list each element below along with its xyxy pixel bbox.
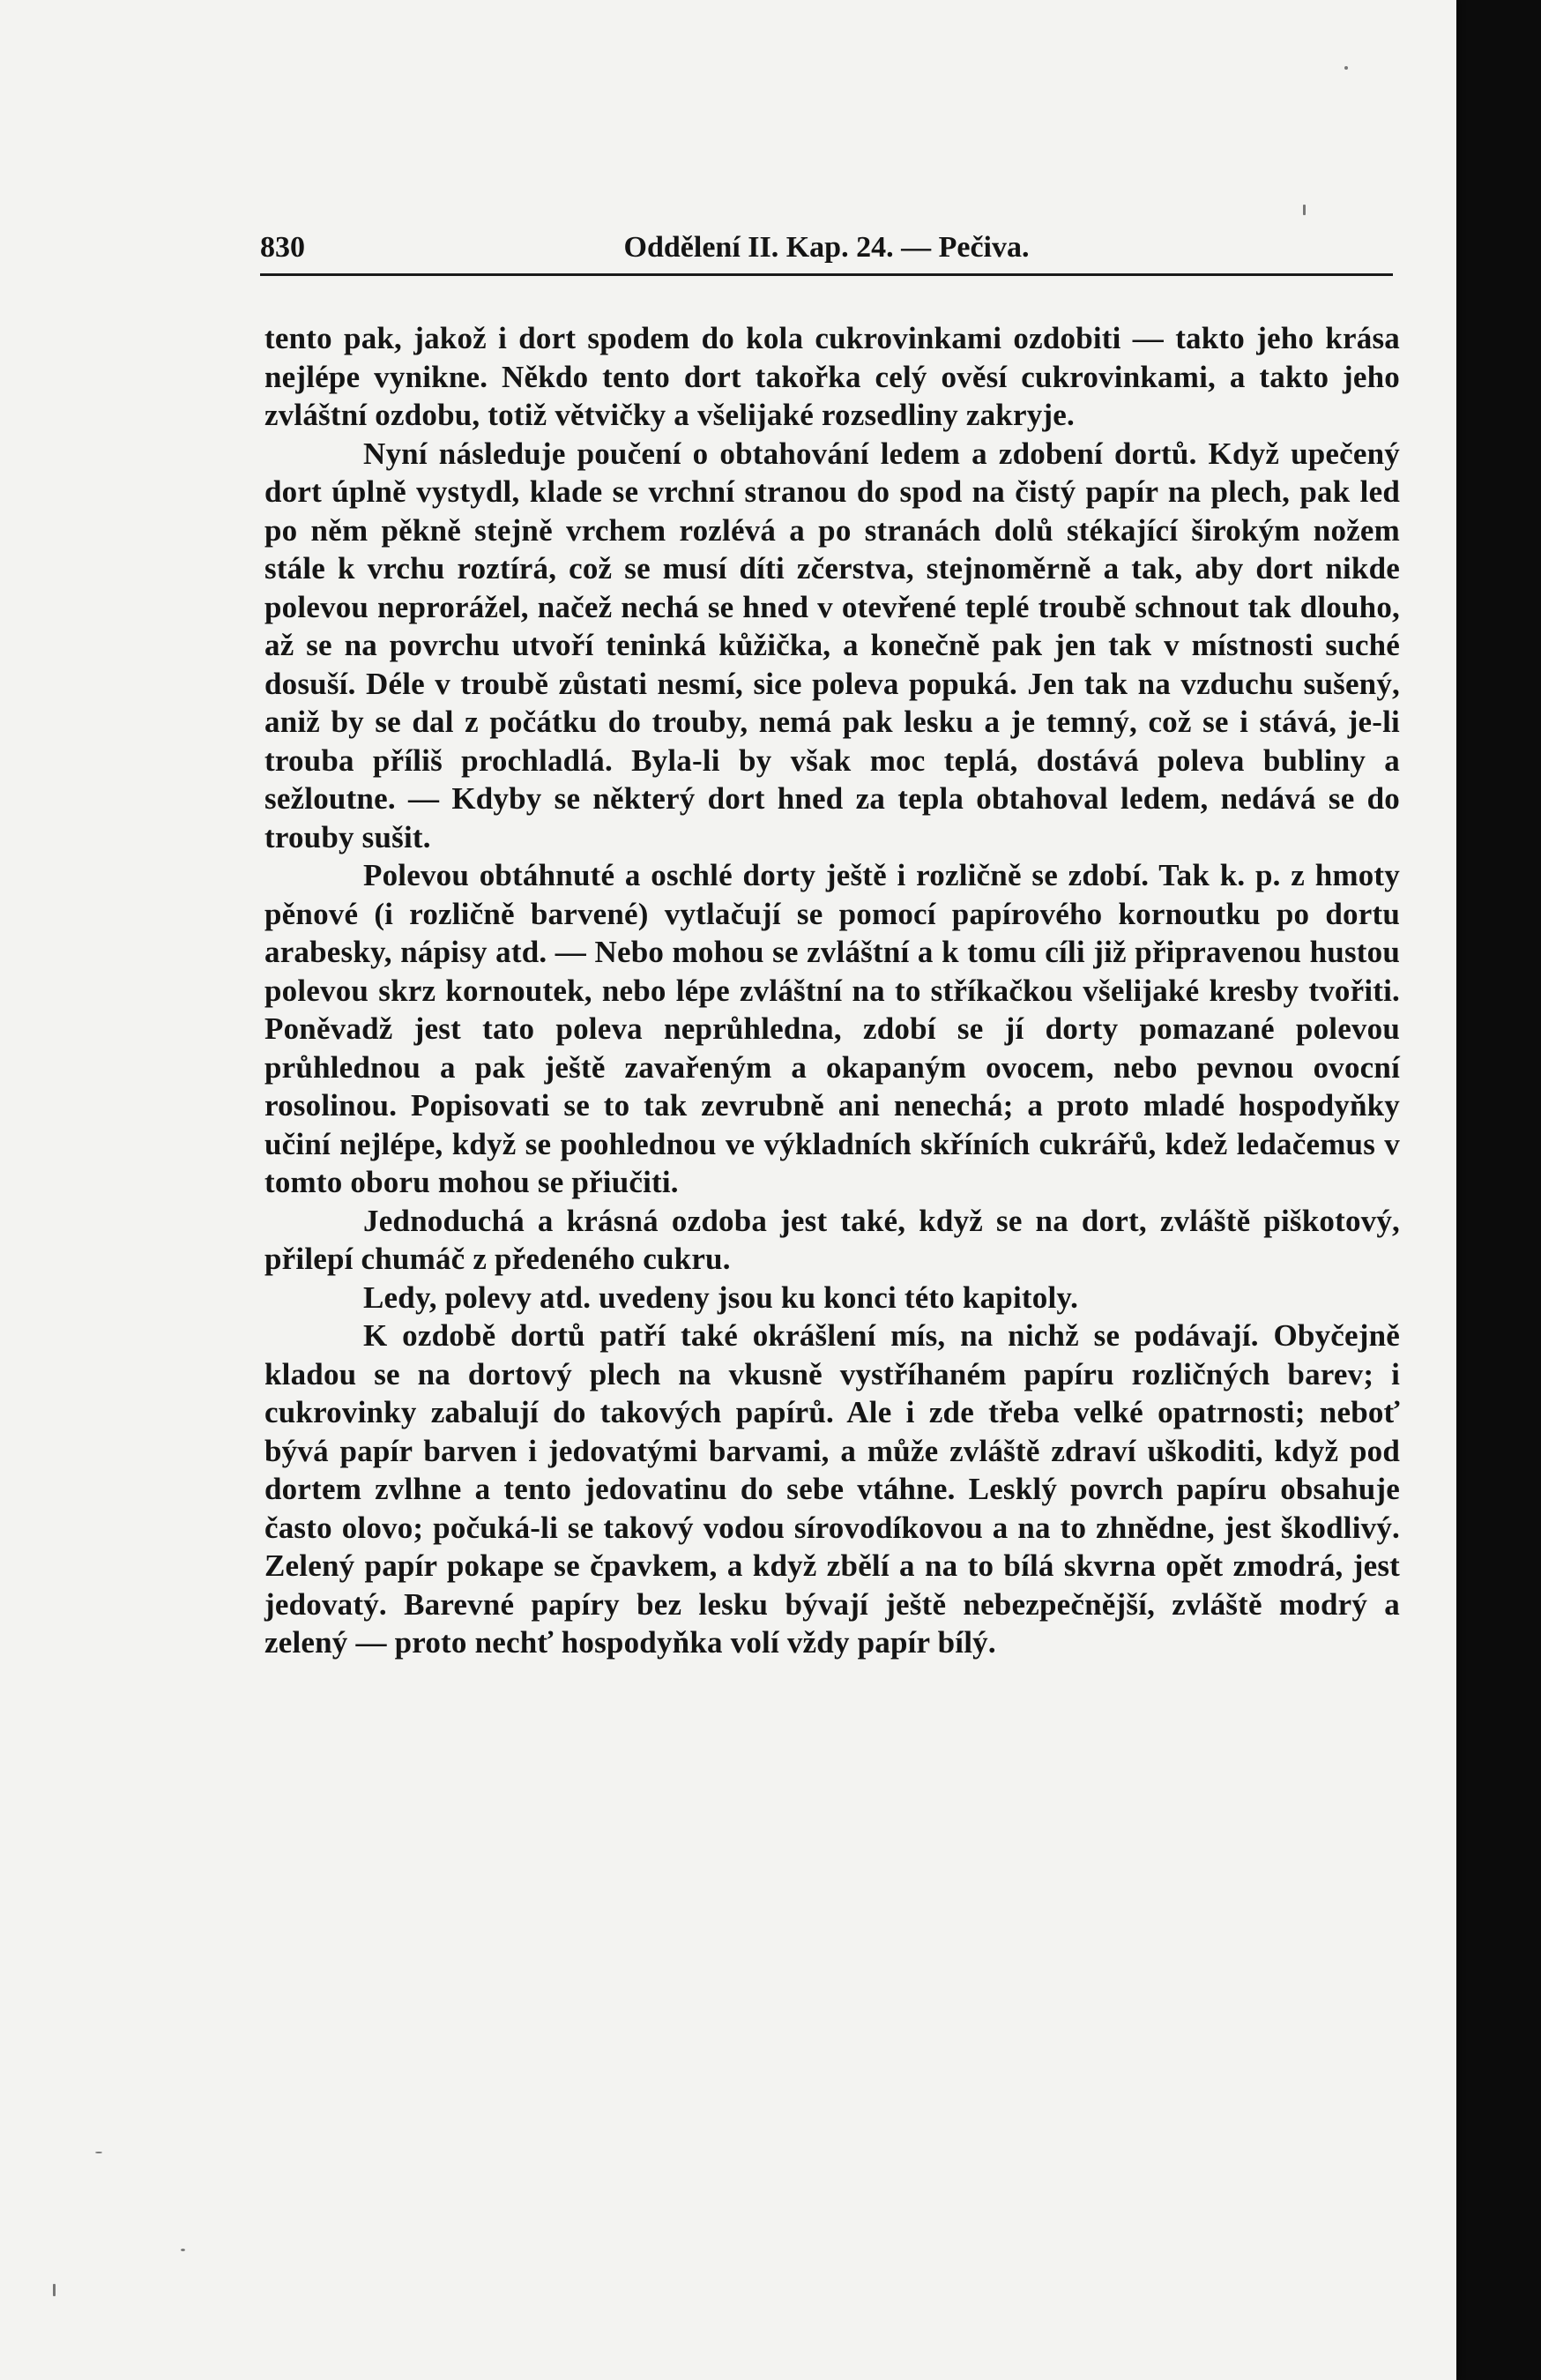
paper-speck (1303, 205, 1306, 215)
body-text (264, 319, 1400, 1662)
paragraph: Jednoduchá a krásná ozdoba jest také, když se na dort, zvláště piškotový, přilepí chumáč z předeného cukru. (264, 1203, 1400, 1276)
paragraph: Ledy, polevy atd. uvedeny jsou ku konci této kapitoly. (363, 1280, 1079, 1315)
paragraph: Polevou obtáhnuté a oschlé dorty ještě i rozličně se zdobí. Tak k. p. z hmoty pěnové (i rozličně barvené) vytlačují se pomocí papírového kornoutku po dortu arabesky, nápisy atd. — Nebo mohou se zvláštní a k tomu cíli již připravenou hustou polevou skrz kornoutek, nebo lépe zvláštní na to stříkačkou všelijaké kresby tvořiti. Poněvadž jest tato poleva neprůhledna, zdobí se jí dorty pomazané polevou průhlednou a pak ještě zavařeným a okapaným ovocem, nebo pevnou ovocní rosolinou. Popisovati se to tak zevrubně ani nenechá; a proto mladé hospodyňky učiní nejlépe, když se poohlednou ve výkladních skříních cukrářů, kdež ledačemus v tomto oboru mohou se přiučiti. (264, 858, 1400, 1199)
page-header (260, 231, 1393, 266)
paper-speck (181, 2249, 185, 2251)
page-number: 830 (260, 231, 305, 264)
paragraph: tento pak, jakož i dort spodem do kola cukrovinkami ozdobiti — takto jeho krása nejlépe vynikne. Někdo tento dort takořka celý ověsí cukrovinkami, a takto jeho zvláštní ozdobu, totiž větvičky a všelijaké rozsedliny zakryje. (264, 321, 1400, 432)
running-head: Oddělení II. Kap. 24. — Pečiva. (623, 231, 1030, 264)
paragraph: K ozdobě dortů patří také okrášlení mís, na nichž se podávají. Obyčejně kladou se na dortový plech na vkusně vystříhaném papíru rozličných barev; i cukrovinky zabalují do takových papírů. Ale i zde třeba velké opatrnosti; neboť bývá papír barven i jedovatými barvami, a může zvláště zdraví uškoditi, když pod dortem zvlhne a tento jedovatinu do sebe vtáhne. Lesklý povrch papíru obsahuje často olovo; počuká-li se takový vodou sírovodíkovou a na to zhnědne, jest škodlivý. Zelený papír pokape se čpavkem, a když zbělí a na to bílá skvrna opět zmodrá, jest jedovatý. Barevné papíry bez lesku bývají ještě nebezpečnější, zvláště modrý a zelený — proto nechť hospodyňka volí vždy papír bílý. (264, 1318, 1400, 1660)
paragraph: Nyní následuje poučení o obtahování ledem a zdobení dortů. Když upečený dort úplně vystydl, klade se vrchní stranou do spod na čistý papír na plech, pak led po něm pěkně stejně vrchem rozlévá a po stranách dolů stékající širokým nožem stále k vrchu roztírá, což se musí díti zčerstva, stejnoměrně a tak, aby dort nikde polevou neprorážel, načež nechá se hned v otevřené teplé troubě schnout tak dlouho, až se na povrchu utvoří teninká kůžička, a konečně pak jen tak v místnosti suché dosuší. Déle v troubě zůstati nesmí, sice poleva popuká. Jen tak na vzduchu sušený, aniž by se dal z počátku do trouby, nemá pak lesku a je temný, což se i stává, je-li trouba příliš prochladlá. Byla-li by však moc teplá, dostává poleva bubliny a sežloutne. — Kdyby se některý dort hned za tepla obtahoval ledem, nedává se do trouby sušit. (264, 436, 1400, 854)
paper-speck (95, 2152, 102, 2153)
header-rule (260, 273, 1393, 276)
paper-speck (53, 2284, 56, 2296)
paper-speck (1344, 66, 1348, 70)
